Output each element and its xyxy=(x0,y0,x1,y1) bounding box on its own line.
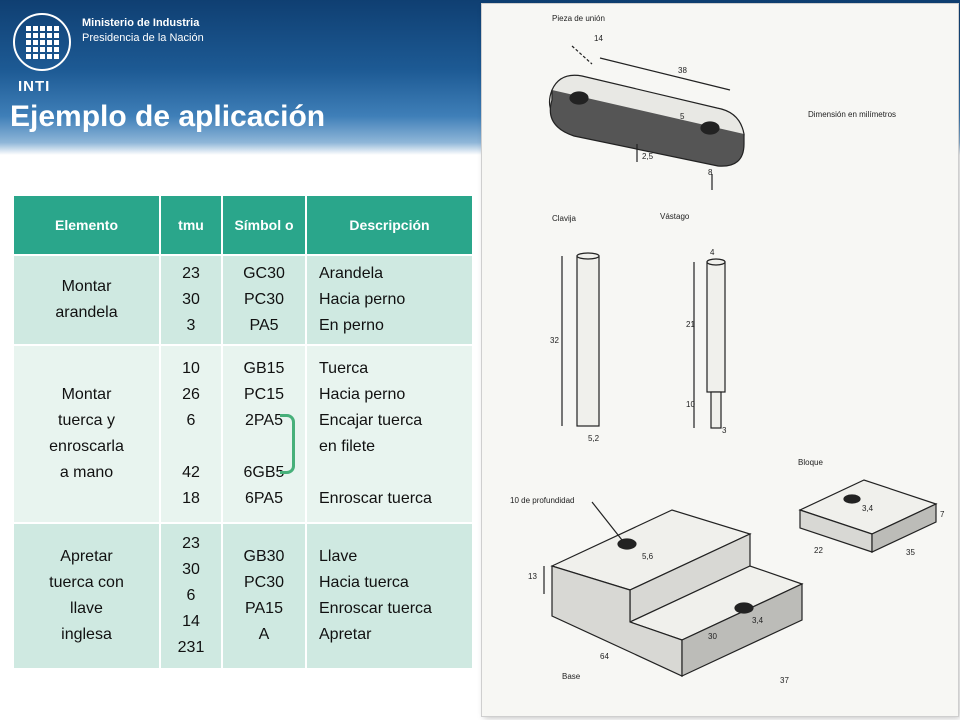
label-dim-22: 22 xyxy=(814,546,823,555)
cell-elemento: Apretar tuerca con llave inglesa xyxy=(14,523,160,668)
table-row xyxy=(14,255,473,345)
cell-tmu: 10 26 6 42 18 xyxy=(160,345,222,523)
label-dim-38: 38 xyxy=(678,66,687,75)
label-dim-37: 37 xyxy=(780,676,789,685)
label-dim-2-5: 2,5 xyxy=(642,152,654,161)
table-header-row xyxy=(14,196,473,255)
label-dim-5: 5 xyxy=(680,112,685,121)
hole-left xyxy=(570,92,588,104)
technical-drawing xyxy=(482,4,958,716)
cell-elemento: Montar tuerca y enroscarla a mano xyxy=(14,345,160,523)
label-dim-3: 3 xyxy=(722,426,727,435)
label-dim-64: 64 xyxy=(600,652,609,661)
header-tmu: tmu xyxy=(160,196,222,255)
cell-tmu: 23 30 3 xyxy=(160,255,222,345)
label-dim-3-4: 3,4 xyxy=(862,504,874,513)
label-clavija: Clavija xyxy=(552,214,577,223)
clavija-body xyxy=(577,256,599,426)
bloque-hole xyxy=(844,495,860,503)
label-dim-30: 30 xyxy=(708,632,717,641)
label-dim-7: 7 xyxy=(940,510,945,519)
label-dim-32: 32 xyxy=(550,336,559,345)
base-hole-1 xyxy=(618,539,636,549)
header-elemento: Elemento xyxy=(14,196,160,255)
label-dim-3-4b: 3,4 xyxy=(752,616,764,625)
cell-simbolo: GB30 PC30 PA15 A xyxy=(222,523,306,668)
label-dim-5-2: 5,2 xyxy=(588,434,600,443)
cell-descripcion: Tuerca Hacia perno Encajar tuerca en filete Enroscar tuerca xyxy=(306,345,473,523)
ministry-line1: Ministerio de Industria xyxy=(82,17,200,29)
cell-descripcion: Llave Hacia tuerca Enroscar tuerca Apretar xyxy=(306,523,473,668)
slide-title: Ejemplo de aplicación xyxy=(10,100,326,133)
ministry-text xyxy=(82,16,204,46)
dim-14-line xyxy=(572,46,592,64)
hole-right xyxy=(701,122,719,134)
clavija-top xyxy=(577,253,599,259)
cell-elemento: Montar arandela xyxy=(14,255,160,345)
cell-simbolo: GC30 PC30 PA5 xyxy=(222,255,306,345)
label-bloque: Bloque xyxy=(798,458,823,467)
label-dim-8: 8 xyxy=(708,168,713,177)
header-simbolo: Símbol o xyxy=(222,196,306,255)
ministry-line2: Presidencia de la Nación xyxy=(82,32,204,44)
profundidad-leader xyxy=(592,502,622,540)
label-base: Base xyxy=(562,672,581,681)
vastago-pin xyxy=(711,392,721,428)
label-dim-4: 4 xyxy=(710,248,715,257)
header-descripcion: Descripción xyxy=(306,196,473,255)
base-hole-2 xyxy=(735,603,753,613)
label-dim-13: 13 xyxy=(528,572,537,581)
vastago-body xyxy=(707,262,725,392)
table-row xyxy=(14,345,473,523)
vastago-top xyxy=(707,259,725,265)
brand-label: INTI xyxy=(18,78,51,95)
grouping-bracket-icon xyxy=(280,414,295,474)
cell-simbolo: GB15 PC15 2PA5 6GB5 6PA5 xyxy=(222,345,306,523)
cell-tmu: 23 30 6 14 231 xyxy=(160,523,222,668)
label-dim-10: 10 xyxy=(686,400,695,409)
cell-descripcion: Arandela Hacia perno En perno xyxy=(306,255,473,345)
label-profundidad: 10 de profundidad xyxy=(510,496,575,505)
label-pieza: Pieza de unión xyxy=(552,14,605,23)
label-dim-14: 14 xyxy=(594,34,603,43)
label-dim-35: 35 xyxy=(906,548,915,557)
label-unidades: Dimensión en milímetros xyxy=(808,110,897,119)
label-dim-5-6: 5,6 xyxy=(642,552,654,561)
table-row xyxy=(14,523,473,668)
inti-logo-icon xyxy=(12,12,72,72)
mtm-table xyxy=(14,196,474,668)
label-dim-21: 21 xyxy=(686,320,695,329)
label-vastago: Vástago xyxy=(660,212,690,221)
